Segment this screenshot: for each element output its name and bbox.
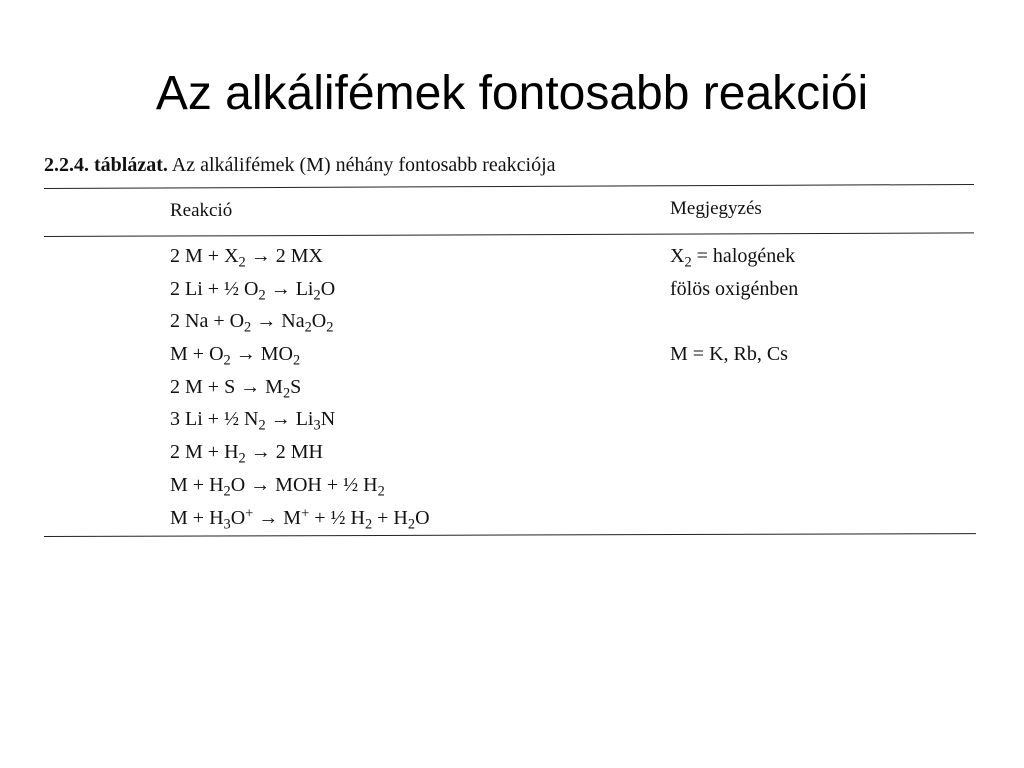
reaction-equation: 2 Li + ½ $O_2 \to Li_2O$ [170, 277, 336, 303]
reaction-equation: 2 $M + S \to M_2S$ [170, 375, 302, 402]
table-row [170, 273, 970, 306]
reaction-equation: 2 $M + H_2 \to 2$ MH [170, 441, 323, 467]
reaction-note: $X_2$ = halogének [670, 245, 796, 271]
table-row [170, 403, 970, 436]
slide-title: Az alkálifémek fontosabb reakciói [155, 67, 869, 120]
reaction-equation: 2 $Na + O_2 \to Na_2O_2$ [170, 310, 334, 336]
reaction-note: M = K, Rb, Cs [670, 343, 788, 366]
reaction-equation: $M + O_2 \to MO_2$ [170, 343, 301, 369]
table-row [170, 502, 970, 535]
table-caption-text: Az alkálifémek (M) néhány fontosabb reakciója [167, 154, 556, 176]
reaction-equation: $M + H_3O^+ \to M^+$ + ½ $H_2 + H_2O$ [170, 505, 430, 532]
table-row [170, 436, 970, 469]
table-row [170, 305, 970, 338]
scanned-table [44, 148, 976, 548]
column-header-reaction: Reakció [170, 200, 233, 221]
reaction-equation: 3 Li + ½ $N_2 \to Li_3N$ [170, 408, 336, 434]
reaction-note: fölös oxigénben [670, 277, 799, 300]
table-row [170, 338, 970, 371]
table-row [170, 371, 970, 404]
table-body [170, 240, 970, 534]
table-row [170, 240, 970, 273]
table-caption-number: 2.2.4. táblázat. [44, 154, 168, 176]
table-row [170, 469, 970, 502]
table-header-rule [44, 232, 974, 237]
table-caption [44, 154, 556, 177]
table-top-rule [44, 184, 974, 189]
reaction-equation: $M + H_2O$ → MOH + ½ $H_2$ [170, 473, 385, 500]
reaction-equation: 2 $M + X_2 \to 2$ MX [170, 245, 323, 271]
column-header-note: Megjegyzés [670, 198, 762, 219]
